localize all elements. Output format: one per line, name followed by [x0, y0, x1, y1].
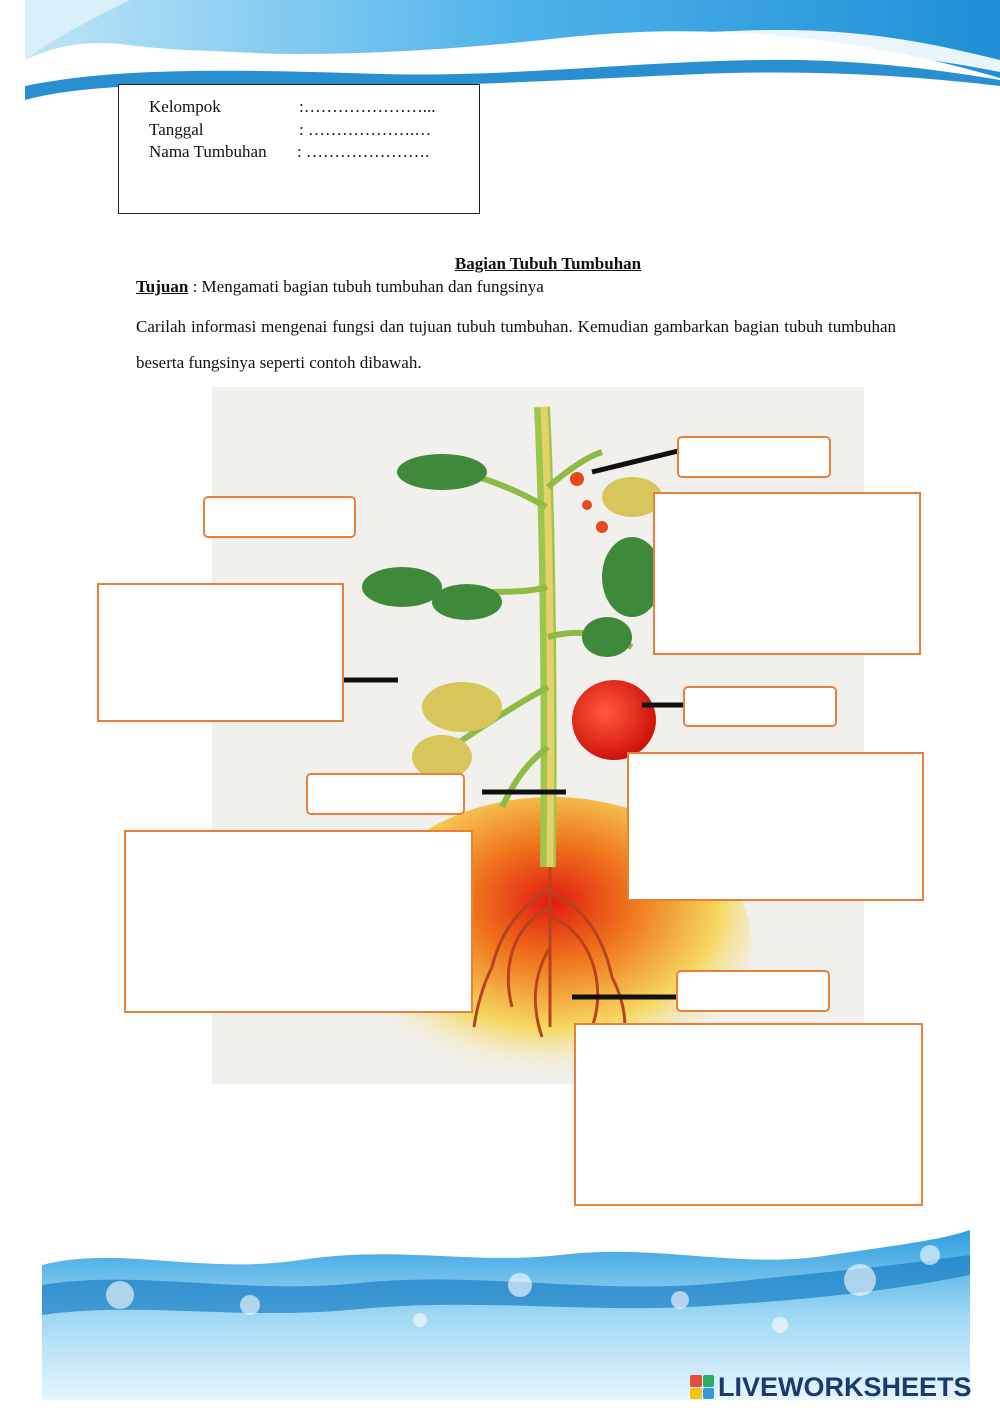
- answer-label-box-leaf[interactable]: [203, 496, 356, 538]
- function-box-flower[interactable]: [653, 492, 921, 655]
- brand-name: LIVEWORKSHEETS: [718, 1371, 972, 1402]
- form-row-tanggal: [149, 120, 431, 140]
- form-row-kelompok: [149, 97, 435, 117]
- identity-form-box: [118, 84, 480, 214]
- goal-text: : Mengamati bagian tubuh tumbuhan dan fungsinya: [188, 277, 544, 296]
- function-box-stem[interactable]: [124, 830, 473, 1013]
- liveworksheets-logo-icon: [690, 1375, 714, 1399]
- function-box-leaf[interactable]: [97, 583, 344, 722]
- answer-label-box-fruit[interactable]: [683, 686, 837, 727]
- function-box-fruit[interactable]: [627, 752, 924, 901]
- answer-label-box-root[interactable]: [676, 970, 830, 1012]
- goal-line: [136, 277, 544, 297]
- answer-label-box-flower[interactable]: [677, 436, 831, 478]
- form-label: Tanggal: [149, 120, 204, 139]
- form-label: Kelompok: [149, 97, 221, 116]
- form-value-blank[interactable]: : ………………….: [297, 142, 430, 161]
- function-box-root[interactable]: [574, 1023, 923, 1206]
- answer-label-box-stem[interactable]: [306, 773, 465, 815]
- form-row-nama-tumbuhan: [149, 142, 429, 162]
- liveworksheets-brand: [690, 1372, 972, 1402]
- form-value-blank[interactable]: : ……………….…: [299, 120, 432, 139]
- goal-label: Tujuan: [136, 277, 189, 296]
- worksheet-title: Bagian Tubuh Tumbuhan: [454, 254, 642, 273]
- instruction-text: Carilah informasi mengenai fungsi dan tujuan tubuh tumbuhan. Kemudian gambarkan bagian tubuh tumbuhan beserta fungsinya seperti contoh dibawah.: [136, 317, 896, 372]
- form-value-blank[interactable]: :…………………...: [299, 97, 436, 116]
- form-label: Nama Tumbuhan: [149, 142, 267, 161]
